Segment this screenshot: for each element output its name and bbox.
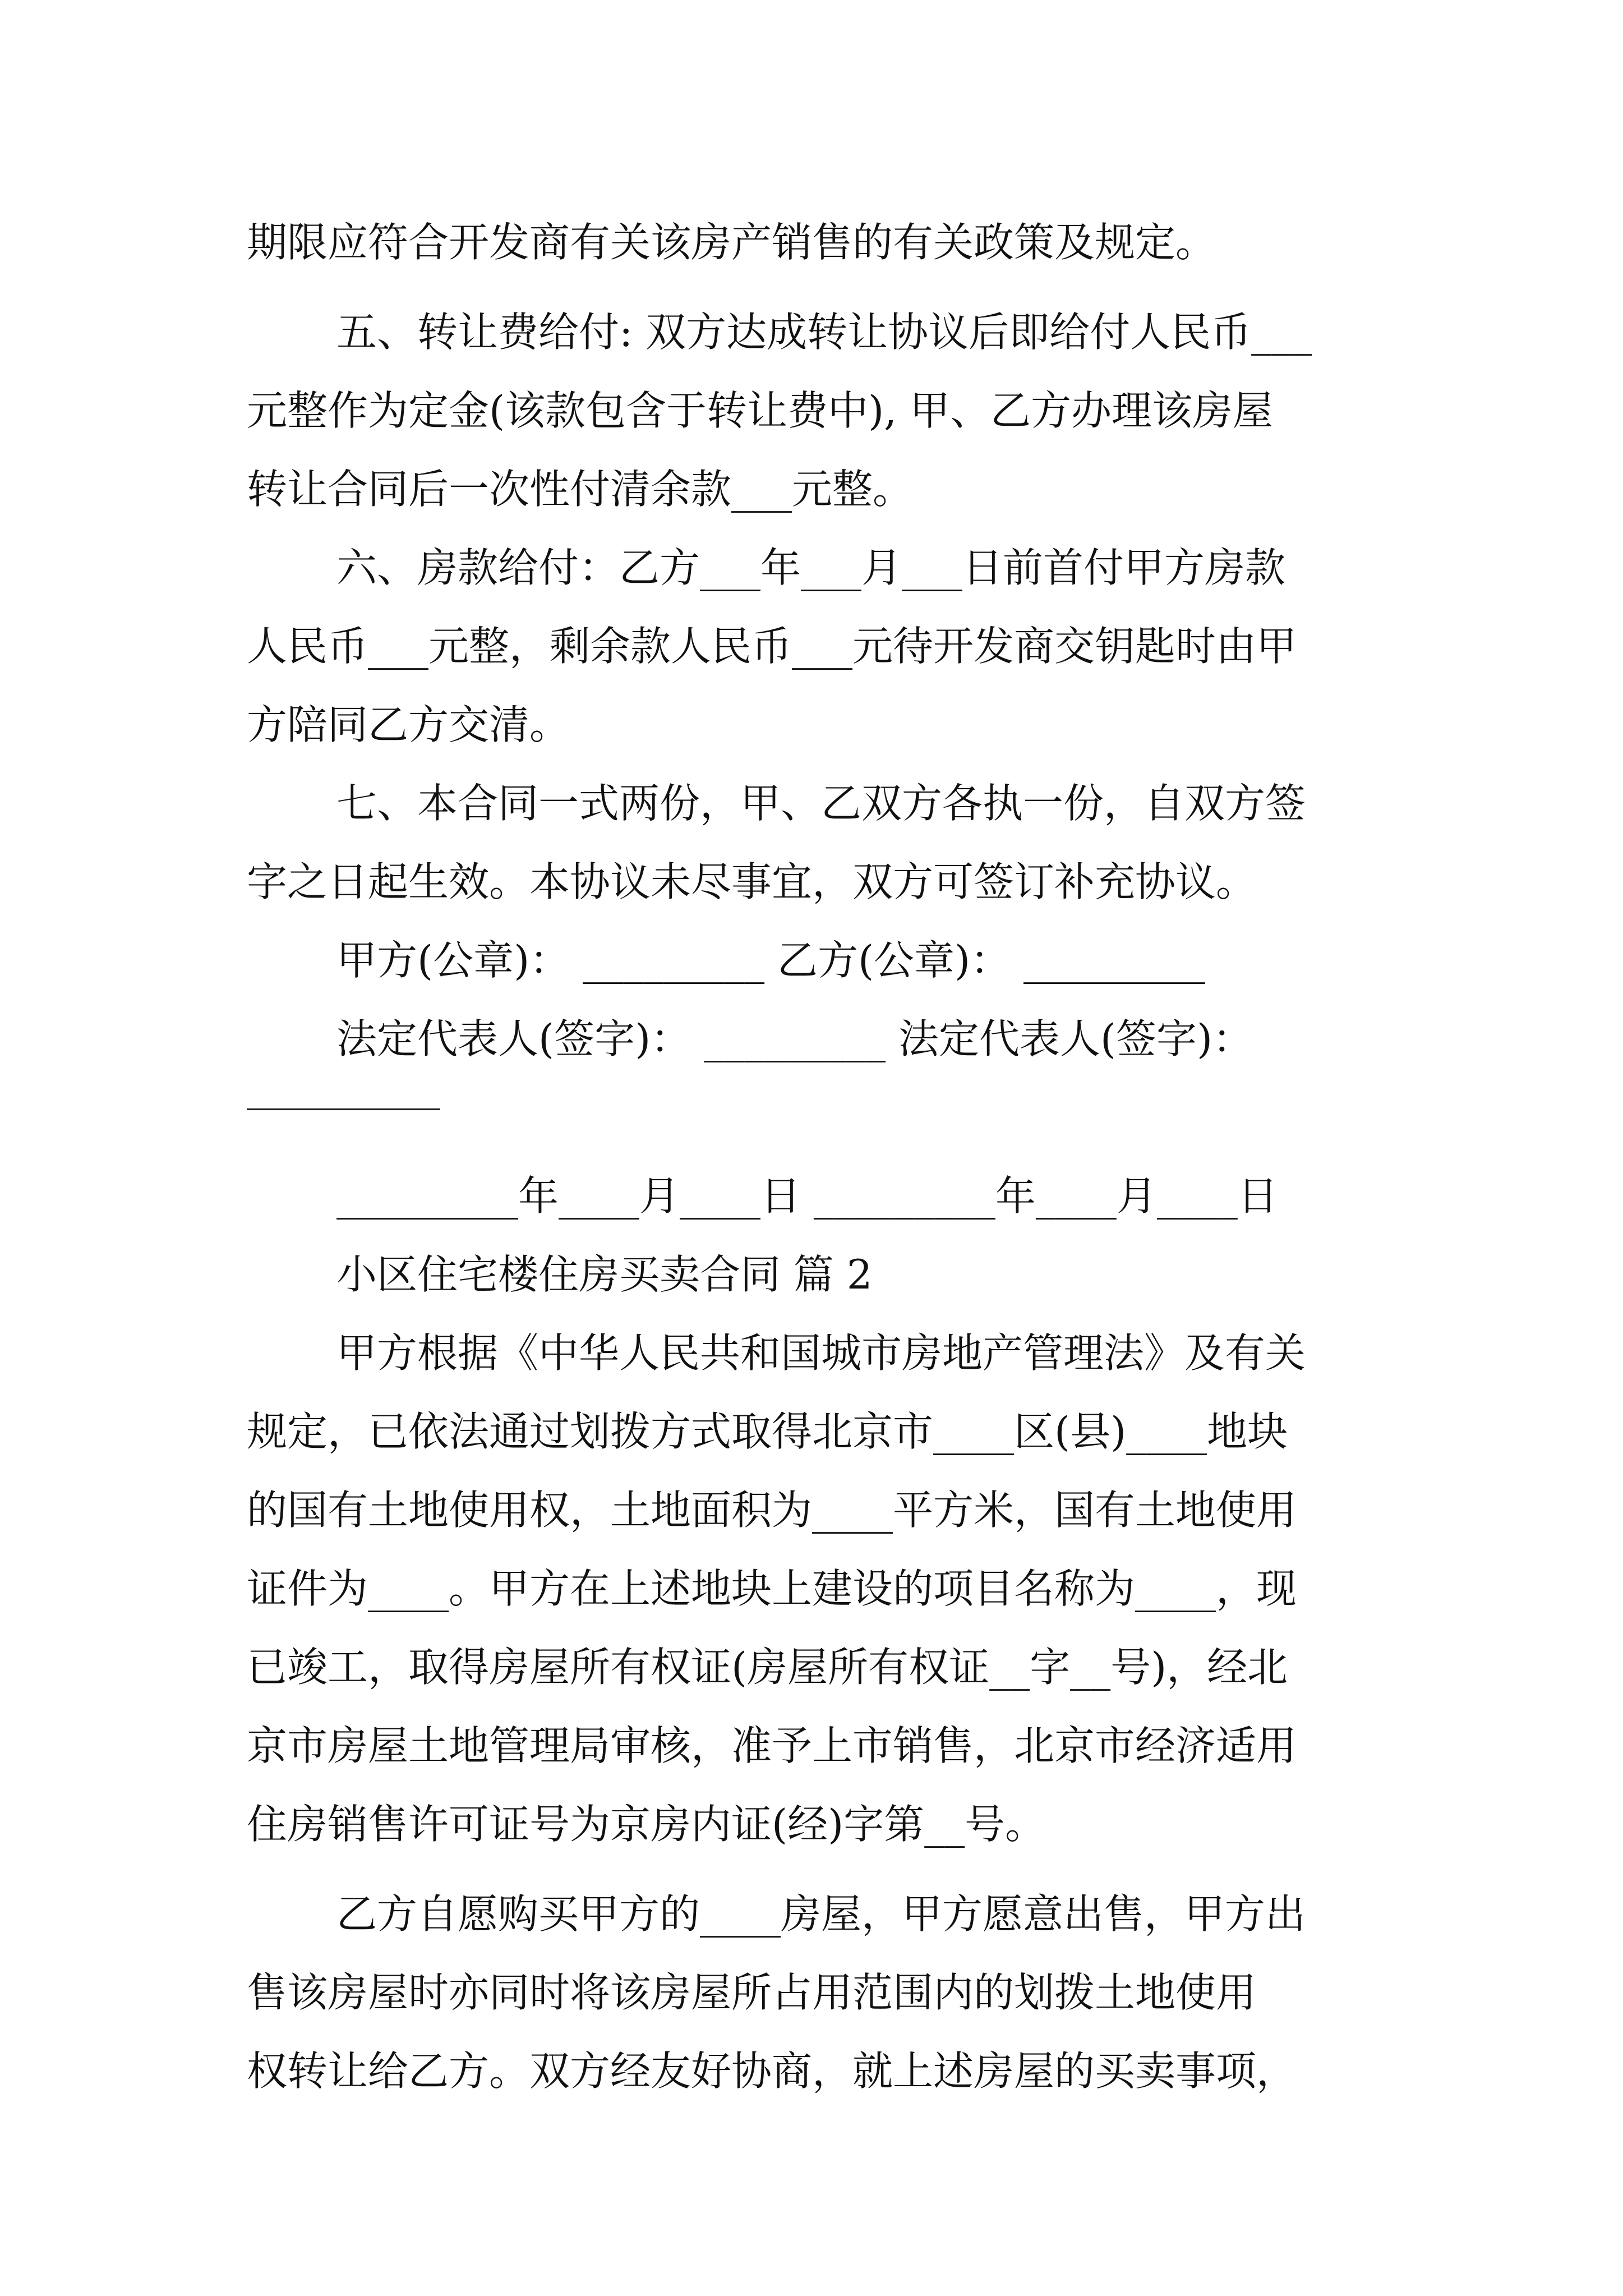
signature-line-representative: 法定代表人(签字)： _________ 法定代表人(签字)： [336, 1015, 1253, 1062]
text-line-22: 售该房屋时亦同时将该房屋所占用范围内的划拨土地使用 [247, 1969, 1257, 2016]
text-line-3: 元整作为定金(该款包含于转让费中), 甲、乙方办理该房屋 [247, 387, 1273, 434]
signature-line-company-seal: 甲方(公章)： _________ 乙方(公章)： _________ [336, 937, 1206, 984]
signature-blank-rule [247, 1108, 440, 1110]
text-line-15: 规定，已依法通过划拨方式取得北京市____区(县)____地块 [247, 1408, 1288, 1455]
text-line-20: 住房销售许可证号为京房内证(经)字第__号。 [247, 1801, 1046, 1848]
text-line-18: 已竣工，取得房屋所有权证(房屋所有权证__字__号)，经北 [247, 1644, 1288, 1691]
text-line-1: 期限应符合开发商有关该房产销售的有关政策及规定。 [247, 219, 1216, 266]
text-line-23: 权转让给乙方。双方经友好协商，就上述房屋的买卖事项， [247, 2047, 1297, 2095]
text-line-21: 乙方自愿购买甲方的____房屋，甲方愿意出售，甲方出 [336, 1890, 1306, 1938]
text-line-8: 七、本合同一式两份，甲、乙双方各执一份，自双方签 [336, 780, 1306, 827]
text-line-7: 方陪同乙方交清。 [247, 701, 570, 748]
text-line-17: 证件为____。甲方在上述地块上建设的项目名称为____，现 [247, 1565, 1297, 1612]
text-line-4: 转让合同后一次性付清余款___元整。 [247, 466, 914, 513]
section-heading: 小区住宅楼住房买卖合同 篇 2 [336, 1251, 873, 1298]
text-line-19: 京市房屋土地管理局审核，准予上市销售，北京市经济适用 [247, 1722, 1297, 1769]
text-line-9: 字之日起生效。本协议未尽事宜，双方可签订补充协议。 [247, 858, 1257, 905]
text-line-16: 的国有土地使用权，土地面积为____平方米，国有土地使用 [247, 1487, 1297, 1534]
text-line-14: 甲方根据《中华人民共和国城市房地产管理法》及有关 [336, 1329, 1306, 1377]
text-line-6: 人民币___元整，剩余款人民币___元待开发商交钥匙时由甲 [247, 623, 1297, 670]
text-line-2: 五、转让费给付: 双方达成转让协议后即给付人民币___ [336, 309, 1312, 356]
signature-date-line: _________年____月____日 _________年____月____日 [336, 1172, 1278, 1220]
text-line-5: 六、房款给付：乙方___年___月___日前首付甲方房款 [336, 544, 1286, 591]
